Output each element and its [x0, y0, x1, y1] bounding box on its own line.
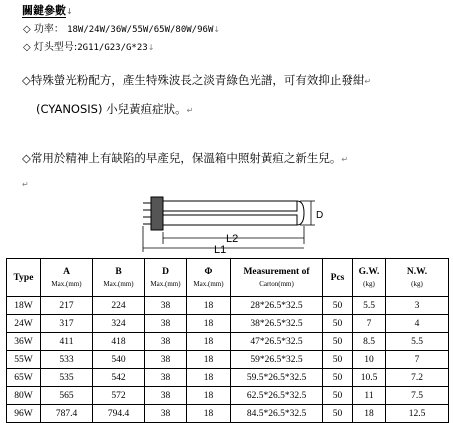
empty-paragraph-mark: ↵ [22, 180, 29, 189]
column-header-label: Pcs [330, 272, 345, 283]
table-cell [231, 351, 323, 369]
table-cell [353, 315, 386, 333]
table-cell [7, 315, 41, 333]
spec-table [6, 258, 449, 423]
spec-power-label: 功率： [33, 24, 64, 35]
table-cell [7, 351, 41, 369]
table-cell-value: 18 [203, 408, 214, 419]
column-header-label: Φ [204, 266, 213, 277]
table-cell-value: 18 [203, 390, 214, 401]
column-header-unit: Max.(mm) [51, 279, 82, 288]
table-cell [323, 315, 353, 333]
table-cell [93, 297, 145, 315]
table-cell [231, 369, 323, 387]
table-cell [323, 387, 353, 405]
table-cell-value: 50 [332, 390, 343, 401]
table-cell [231, 405, 323, 423]
table-cell-value: 317 [59, 318, 74, 329]
table-cell-value: 38 [160, 390, 171, 401]
table-cell-value: 55W [14, 354, 33, 365]
column-header [386, 259, 449, 297]
table-cell-value: 18 [364, 408, 374, 419]
table-cell-value: 38*26.5*32.5 [250, 318, 303, 329]
table-cell-value: 50 [332, 408, 343, 419]
table-cell [187, 387, 231, 405]
table-cell [353, 333, 386, 351]
column-header-label: D [162, 266, 169, 277]
table-cell [41, 405, 93, 423]
column-header [93, 259, 145, 297]
table-cell-value: 542 [111, 372, 126, 383]
column-header [323, 259, 353, 297]
table-cell [353, 387, 386, 405]
column-header-unit: (kg) [411, 279, 423, 288]
table-cell [93, 405, 145, 423]
spec-power: ◇ 功率： 18W/24W/36W/55W/65W/80W/96W↓ [23, 24, 221, 35]
table-cell-value: 572 [111, 390, 126, 401]
table-cell-value: 50 [332, 336, 343, 347]
lamp-tube-lower [163, 215, 297, 225]
spec-base: ◇ 灯头型号:2G11/G23/G*23↓ [23, 42, 155, 53]
table-cell-value: 7.2 [411, 372, 423, 383]
table-row [7, 315, 449, 333]
column-header-label: N.W. [406, 266, 428, 277]
table-cell [41, 387, 93, 405]
table-cell-value: 3 [414, 300, 420, 311]
column-header-unit: (kg) [363, 279, 375, 288]
table-cell-value: 65W [14, 372, 33, 383]
table-cell [353, 351, 386, 369]
table-cell [187, 351, 231, 369]
column-header-unit: Max.(mm) [103, 279, 134, 288]
table-cell-value: 50 [332, 318, 343, 329]
column-header-unit: Carton(mm) [259, 279, 294, 288]
table-cell [386, 315, 449, 333]
column-header-unit: Max.(mm) [193, 279, 224, 288]
column-header-label: Measurement of [243, 266, 310, 277]
table-cell [93, 387, 145, 405]
table-cell-value: 535 [59, 372, 74, 383]
column-header [7, 259, 41, 297]
column-header [353, 259, 386, 297]
table-cell-value: 787.4 [55, 408, 78, 419]
column-header [145, 259, 187, 297]
column-header-label: G.W. [358, 266, 380, 277]
table-cell-value: 50 [332, 372, 343, 383]
column-header-label: B [115, 266, 122, 277]
table-cell-value: 18 [203, 318, 214, 329]
table-cell-value: 224 [111, 300, 126, 311]
table-cell-value: 38 [160, 354, 171, 365]
column-header-label: Type [13, 272, 34, 283]
table-cell [145, 351, 187, 369]
table-cell-value: 18 [203, 300, 214, 311]
table-cell [145, 405, 187, 423]
table-cell [353, 297, 386, 315]
table-cell [386, 369, 449, 387]
table-cell [41, 369, 93, 387]
table-cell [231, 315, 323, 333]
table-cell-value: 7 [366, 318, 372, 329]
table-cell-value: 38 [160, 300, 171, 311]
table-cell [187, 369, 231, 387]
table-cell-value: 18 [203, 354, 214, 365]
paragraph-3-text: ◇常用於精神上有缺陷的早產兒，保溫箱中照射黃疸之新生兒。 [22, 151, 342, 165]
table-cell [145, 387, 187, 405]
table-cell-value: 10 [364, 354, 374, 365]
table-cell [7, 297, 41, 315]
paragraph-1-text: ◇特殊螢光粉配方，產生特殊波長之淡青綠色光譜，可有效抑止發紺 [22, 73, 365, 87]
table-cell [145, 369, 187, 387]
table-cell [323, 351, 353, 369]
heading-text: 關鍵參數 [22, 4, 66, 17]
table-cell-value: 18W [14, 300, 33, 311]
table-cell [93, 351, 145, 369]
table-row [7, 405, 449, 423]
table-cell-value: 38 [160, 372, 171, 383]
table-cell-value: 5.5 [411, 336, 423, 347]
table-cell [187, 333, 231, 351]
table-cell-value: 418 [111, 336, 126, 347]
table-cell-value: 5.5 [363, 300, 375, 311]
table-cell-value: 217 [59, 300, 74, 311]
table-cell-value: 7 [414, 354, 420, 365]
table-cell [386, 387, 449, 405]
table-cell [7, 405, 41, 423]
table-cell-value: 8.5 [363, 336, 375, 347]
table-cell [231, 387, 323, 405]
table-cell-value: 324 [111, 318, 126, 329]
table-cell [231, 297, 323, 315]
table-cell-value: 533 [59, 354, 74, 365]
table-cell-value: 18 [203, 372, 214, 383]
table-cell-value: 96W [14, 408, 33, 419]
table-cell-value: 10.5 [360, 372, 378, 383]
table-header-row [7, 259, 449, 297]
table-cell-value: 38 [160, 318, 171, 329]
table-cell-value: 50 [332, 300, 343, 311]
column-header-unit: Max.(mm) [150, 279, 181, 288]
table-cell [323, 369, 353, 387]
table-cell [353, 369, 386, 387]
paragraph-1: ◇特殊螢光粉配方，產生特殊波長之淡青綠色光譜，可有效抑止發紺↵ [22, 73, 372, 87]
table-row [7, 297, 449, 315]
table-cell [353, 405, 386, 423]
table-cell-value: 59*26.5*32.5 [250, 354, 303, 365]
table-cell [187, 405, 231, 423]
table-cell-value: 47*26.5*32.5 [250, 336, 303, 347]
table-cell-value: 18 [203, 336, 214, 347]
spec-power-value: 18W/24W/36W/55W/65W/80W/96W [67, 25, 214, 35]
table-cell-value: 62.5*26.5*32.5 [246, 390, 307, 401]
paragraph-3: ◇常用於精神上有缺陷的早產兒，保溫箱中照射黃疸之新生兒。↵ [22, 151, 349, 165]
table-cell [323, 297, 353, 315]
table-cell [386, 351, 449, 369]
table-cell-value: 794.4 [107, 408, 130, 419]
lamp-base [151, 197, 163, 230]
table-cell-value: 36W [14, 336, 33, 347]
table-cell-value: 7.5 [411, 390, 423, 401]
table-cell-value: 59.5*26.5*32.5 [246, 372, 307, 383]
table-cell-value: 411 [59, 336, 74, 347]
table-row [7, 333, 449, 351]
table-cell-value: 28*26.5*32.5 [250, 300, 303, 311]
table-cell-value: 11 [364, 390, 374, 401]
table-row [7, 351, 449, 369]
table-cell [145, 315, 187, 333]
table-cell [93, 369, 145, 387]
table-cell [386, 333, 449, 351]
lamp-tube-end [297, 201, 304, 225]
table-cell-value: 4 [414, 318, 420, 329]
column-header [187, 259, 231, 297]
table-row [7, 387, 449, 405]
table-cell-value: 50 [332, 354, 343, 365]
return-mark: ↓ [66, 7, 73, 16]
table-cell-value: 540 [111, 354, 126, 365]
table-row [7, 369, 449, 387]
column-header [231, 259, 323, 297]
label-l1: L1 [214, 244, 227, 256]
spec-base-label: 灯头型号: [33, 42, 78, 53]
column-header [41, 259, 93, 297]
table-body [7, 297, 449, 423]
table-cell [386, 405, 449, 423]
table-cell-value: 38 [160, 408, 171, 419]
table-cell [7, 369, 41, 387]
column-header-label: A [63, 266, 70, 277]
label-l2: L2 [226, 233, 239, 245]
spec-base-value: 2G11/G23/G*23 [77, 43, 148, 53]
table-cell [187, 297, 231, 315]
table-cell [41, 351, 93, 369]
table-cell [93, 333, 145, 351]
label-d: D [316, 210, 324, 221]
table-cell [231, 333, 323, 351]
paragraph-2-text: (CYANOSIS) 小兒黃疸症狀。 [36, 102, 187, 116]
table-cell [93, 315, 145, 333]
table-cell [323, 405, 353, 423]
table-cell-value: 24W [14, 318, 33, 329]
paragraph-2: (CYANOSIS) 小兒黃疸症狀。↵ [36, 102, 194, 116]
lamp-pins [143, 203, 151, 224]
table-cell-value: 38 [160, 336, 171, 347]
table-cell [7, 333, 41, 351]
table-cell-value: 12.5 [408, 408, 426, 419]
table-cell [41, 297, 93, 315]
table-cell [145, 297, 187, 315]
table-cell [187, 315, 231, 333]
table-cell [145, 333, 187, 351]
table-cell [41, 333, 93, 351]
table-cell [41, 315, 93, 333]
table-cell-value: 565 [59, 390, 74, 401]
table-cell [323, 333, 353, 351]
table-cell-value: 80W [14, 390, 33, 401]
table-cell-value: 84.5*26.5*32.5 [246, 408, 307, 419]
lamp-tube-upper [163, 201, 297, 211]
table-cell [7, 387, 41, 405]
table-cell [386, 297, 449, 315]
